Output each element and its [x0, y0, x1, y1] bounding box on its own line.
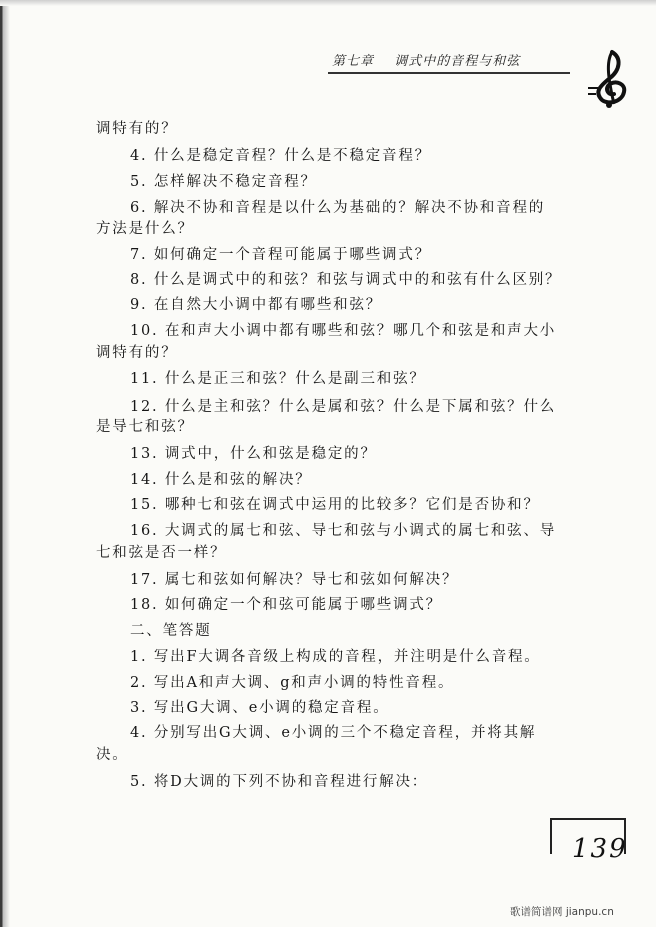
text-line: 5. 怎样解决不稳定音程？: [130, 174, 317, 190]
text-line: 调特有的？: [96, 345, 178, 361]
text-line: 14. 什么是和弦的解决？: [130, 472, 312, 488]
text-line: 七和弦是否一样？: [96, 545, 227, 561]
text-line: 1. 写出F大调各音级上构成的音程，并注明是什么音程。: [130, 649, 541, 665]
text-line: 6. 解决不协和音程是以什么为基础的？解决不协和音程的: [130, 200, 546, 216]
watermark: 歌谱简谱网 jianpu.cn: [510, 906, 614, 918]
chapter-label: 第七章: [332, 54, 375, 69]
text-line: 10. 在和声大小调中都有哪些和弦？哪几个和弦是和声大小: [130, 323, 557, 339]
text-line: 4. 分别写出G大调、e小调的三个不稳定音程，并将其解: [130, 725, 537, 741]
page-number: 139: [572, 834, 628, 864]
text-line: 2. 写出A和声大调、g和声小调的特性音程。: [130, 675, 455, 691]
treble-clef-icon: [588, 48, 636, 108]
chapter-title: 调式中的音程与和弦: [394, 54, 521, 69]
text-line: 11. 什么是正三和弦？什么是副三和弦？: [130, 371, 426, 387]
page-top-edge: [0, 0, 656, 6]
text-line: 9. 在自然大小调中都有哪些和弦？: [130, 297, 383, 313]
text-line: 13. 调式中，什么和弦是稳定的？: [130, 446, 377, 462]
text-line: 12. 什么是主和弦？什么是属和弦？什么是下属和弦？什么: [130, 399, 557, 415]
text-line: 4. 什么是稳定音程？什么是不稳定音程？: [130, 148, 431, 164]
text-line: 是导七和弦？: [96, 419, 194, 435]
text-line: 5. 将D大调的下列不协和音程进行解决：: [130, 774, 429, 790]
text-line: 决。: [96, 747, 129, 763]
text-line: 8. 什么是调式中的和弦？和弦与调式中的和弦有什么区别？: [130, 272, 562, 288]
running-header: [332, 50, 560, 72]
text-line: 16. 大调式的属七和弦、导七和弦与小调式的属七和弦、导: [130, 523, 557, 539]
text-line: 7. 如何确定一个音程可能属于哪些调式？: [130, 247, 431, 263]
text-line: 方法是什么？: [96, 221, 194, 237]
text-line: 15. 哪种七和弦在调式中运用的比较多？它们是否协和？: [130, 497, 540, 513]
text-line: 17. 属七和弦如何解决？导七和弦如何解决？: [130, 572, 459, 588]
text-line: 调特有的？: [96, 121, 178, 137]
text-line: 3. 写出G大调、e小调的稳定音程。: [130, 700, 390, 716]
page-left-edge: [0, 0, 10, 927]
text-line: 18. 如何确定一个和弦可能属于哪些调式？: [130, 597, 442, 613]
section-heading: 二、笔答题: [130, 623, 212, 639]
header-rule: [328, 72, 570, 74]
